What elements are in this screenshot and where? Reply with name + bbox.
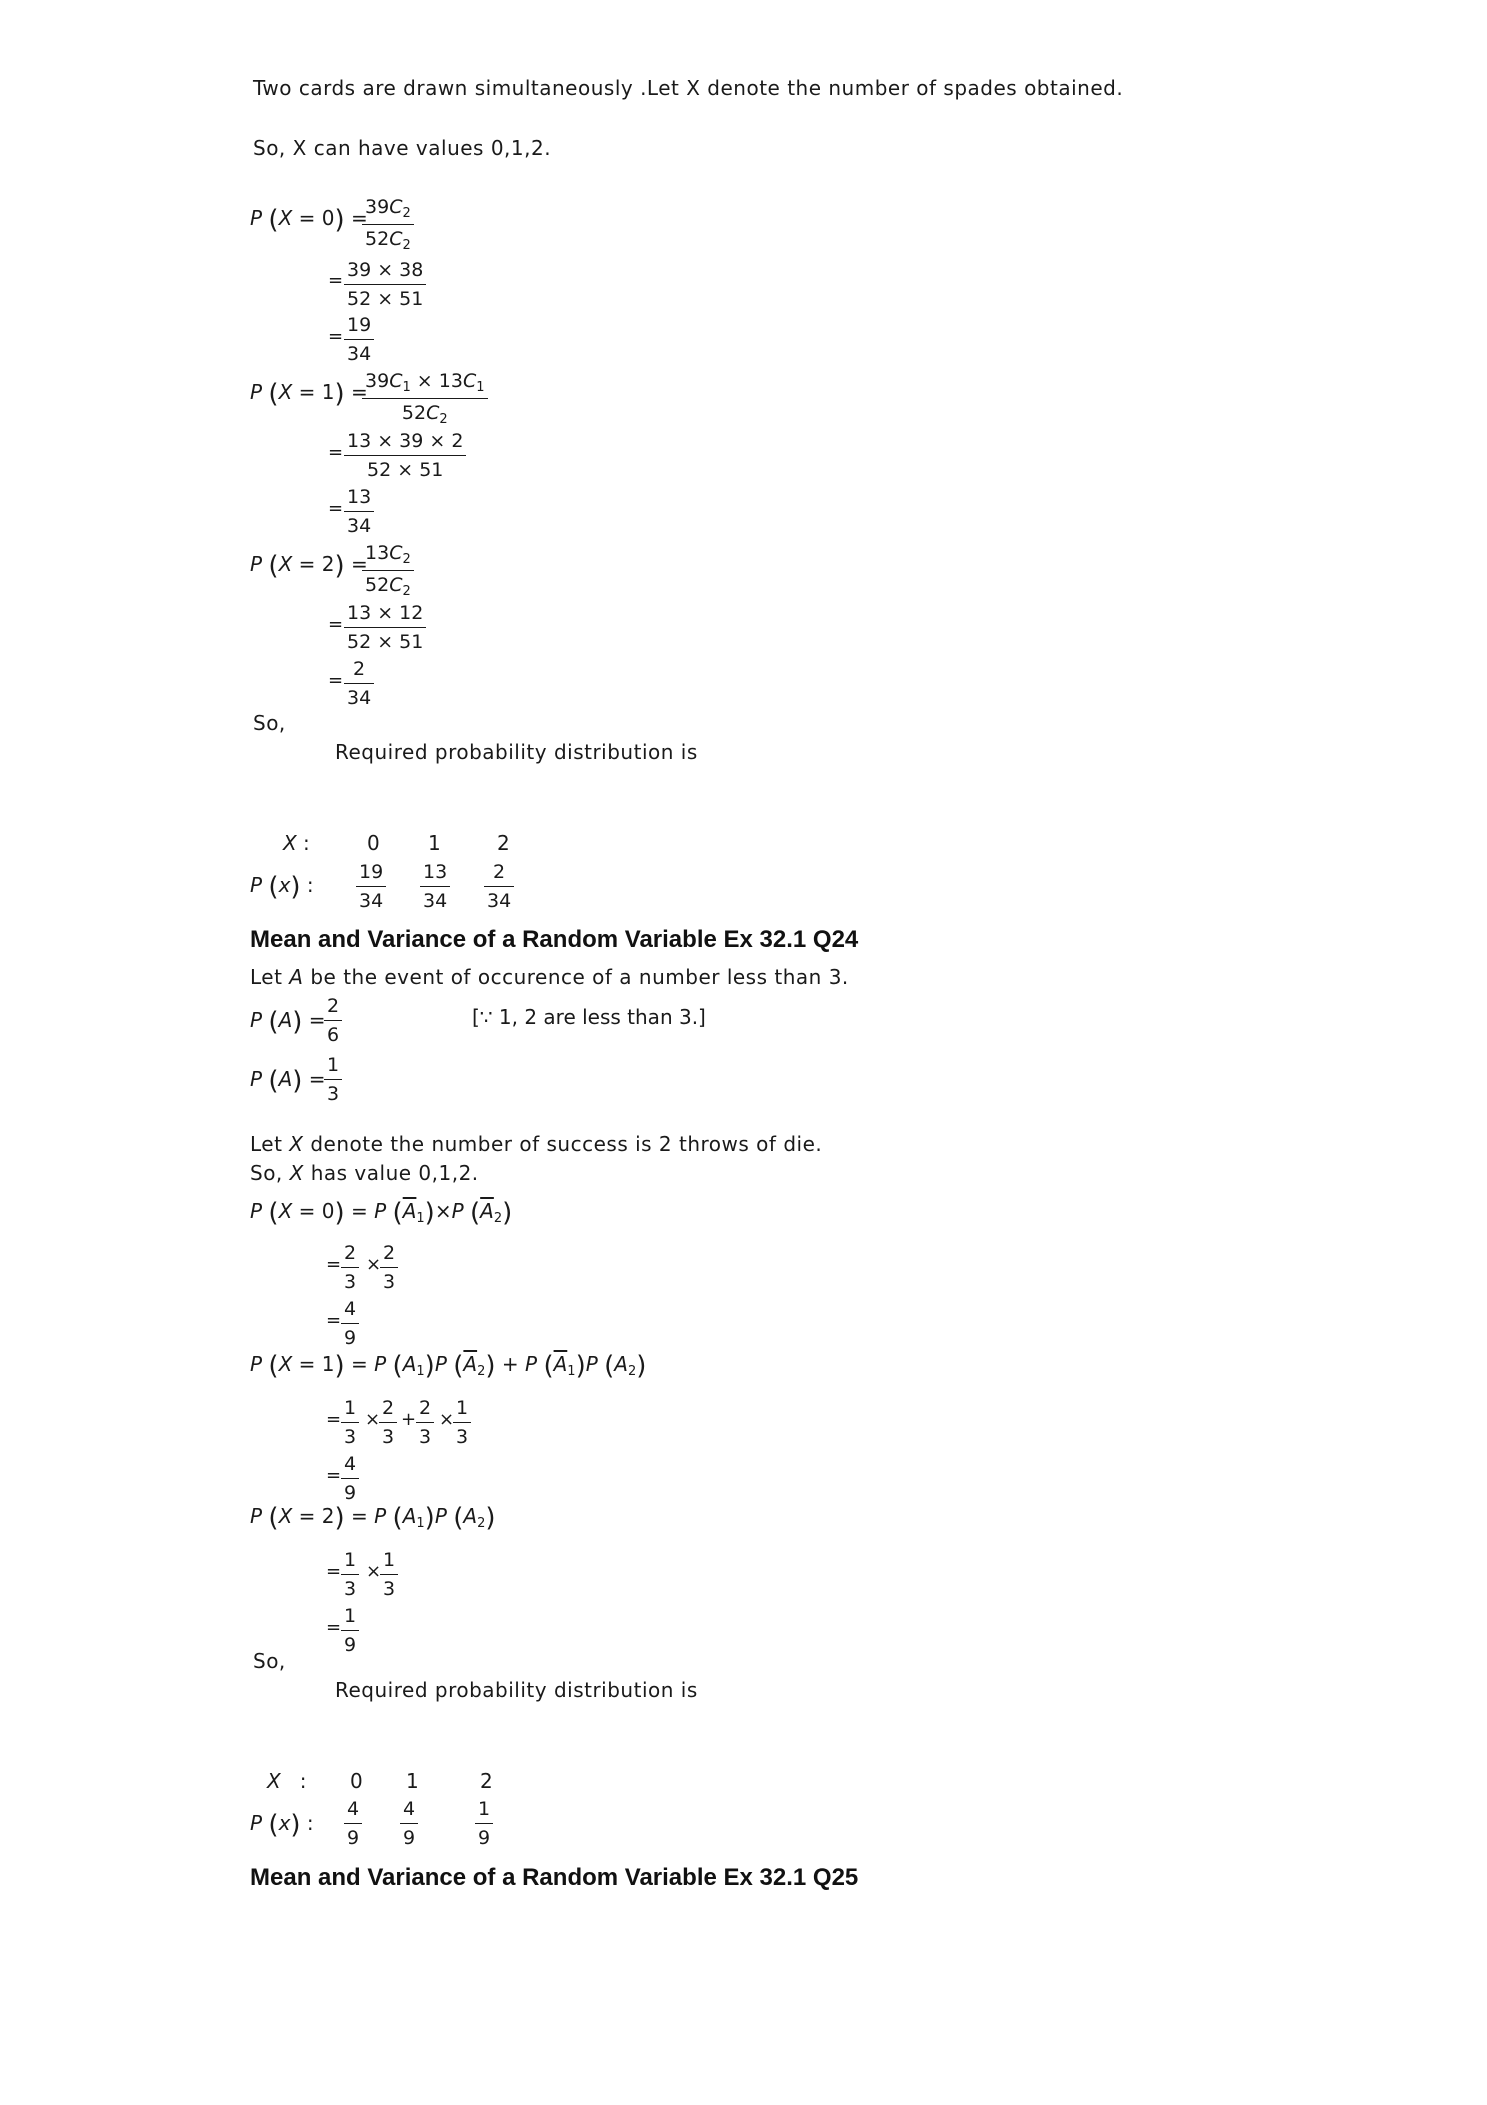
q23-p0-frac3	[344, 316, 374, 364]
equals-sign: =	[328, 670, 344, 691]
q23-table-x-0: 0	[367, 831, 380, 855]
q23-p2-f3n: 2	[344, 660, 374, 684]
q24-pa1-note: [∵ 1, 2 are less than 3.]	[472, 1005, 706, 1029]
q24-pa1-frac: $\frac{2}{6}$	[324, 997, 342, 1045]
times-sign: ×	[366, 1254, 382, 1275]
q23-p1-f1n: $39C_1 \times 13C_1$	[362, 372, 488, 399]
q24-intro: Let A be the event of occurence of a number less than 3.	[250, 965, 849, 989]
q23-p2-f1n: $13C_2$	[362, 544, 414, 571]
frac-one-third: $\frac{1}{3}$	[380, 1551, 398, 1599]
q25-heading: Mean and Variance of a Random Variable Ex 32.1 Q25	[250, 1864, 859, 1891]
q24-table-px-1: $\frac{4}{9}$	[400, 1800, 418, 1848]
q23-p0-f1d: $52C_2$	[365, 228, 411, 253]
q23-table-x-2: 2	[497, 831, 510, 855]
q23-p2-f2d: 52 × 51	[347, 631, 424, 653]
q23-p0-f2d: 52 × 51	[347, 288, 424, 310]
frac-one-third: $\frac{1}{3}$	[453, 1399, 471, 1447]
q24-p0-lhs: P (X = 0) = P $(\overline{A}_1)\times P$ $(\overline{A}_2)$	[250, 1198, 513, 1228]
q23-p2-f1d: $52C_2$	[365, 574, 411, 599]
equals-sign: =	[326, 1409, 342, 1430]
q24-table-x-0: 0	[350, 1769, 363, 1793]
frac-one-third: $\frac{1}{3}$	[341, 1551, 359, 1599]
equals-sign: =	[328, 442, 344, 463]
q23-table-px-label: P (x) :	[250, 872, 314, 902]
equals-sign: =	[326, 1254, 342, 1275]
q23-p2-frac1	[362, 544, 414, 598]
q24-pa2-lhs: P (A) =	[250, 1066, 326, 1096]
q24-p1-lhs: P (X = 1) = P $(A_1)P$ $(\overline{A}_2) + P$ $(\overline{A}_1)P$ $(A_2)$	[250, 1351, 647, 1381]
q24-table-x-label: X :	[267, 1769, 307, 1793]
q23-table-px-0: $\frac{19}{34}$	[356, 863, 386, 911]
q23-p2-f3d: 34	[347, 687, 372, 709]
times-sign: ×	[439, 1409, 455, 1430]
q23-required: Required probability distribution is	[335, 740, 698, 764]
q23-p0-f2n: 39 × 38	[344, 261, 426, 285]
times-sign: ×	[365, 1409, 381, 1430]
q23-table-px-2: $\frac{2}{34}$	[484, 863, 514, 911]
q24-p1-result: $\frac{4}{9}$	[341, 1455, 359, 1503]
equals-sign: =	[328, 614, 344, 635]
frac-two-thirds: $\frac{2}{3}$	[380, 1244, 398, 1292]
times-sign: ×	[366, 1561, 382, 1582]
q24-table-x-1: 1	[406, 1769, 419, 1793]
q24-pa1-lhs: P (A) =	[250, 1007, 326, 1037]
equals-sign: =	[326, 1561, 342, 1582]
q24-table-px-0: $\frac{4}{9}$	[344, 1800, 362, 1848]
q24-table-px-label: P (x) :	[250, 1810, 314, 1840]
q23-p0-f3n: 19	[344, 316, 374, 340]
q24-table-x-2: 2	[480, 1769, 493, 1793]
frac-two-thirds: $\frac{2}{3}$	[416, 1399, 434, 1447]
q23-so: So,	[253, 711, 286, 735]
q24-required: Required probability distribution is	[335, 1678, 698, 1702]
q24-p0-result: $\frac{4}{9}$	[341, 1300, 359, 1348]
q23-p1-frac2	[344, 432, 466, 480]
q23-p2-f2n: 13 × 12	[344, 604, 426, 628]
equals-sign: =	[328, 498, 344, 519]
q24-table-px-2: $\frac{1}{9}$	[475, 1800, 493, 1848]
equals-sign: =	[326, 1310, 342, 1331]
q23-p0-f1n: $39C_2$	[362, 198, 414, 225]
q23-table-px-1: $\frac{13}{34}$	[420, 863, 450, 911]
q23-table-x-1: 1	[428, 831, 441, 855]
q23-p2-frac2	[344, 604, 426, 652]
q24-heading: Mean and Variance of a Random Variable Ex 32.1 Q24	[250, 926, 859, 953]
q23-p1-frac3	[344, 488, 374, 536]
q23-p1-f3n: 13	[344, 488, 374, 512]
q24-pa2-frac: $\frac{1}{3}$	[324, 1056, 342, 1104]
q23-p1-lhs: P (X = 1) =	[250, 379, 368, 409]
q24-so: So,	[253, 1649, 286, 1673]
q23-p2-frac3	[344, 660, 374, 708]
frac-two-thirds: $\frac{2}{3}$	[341, 1244, 359, 1292]
q23-p1-frac1	[362, 372, 488, 426]
q23-table-x-label: X :	[283, 831, 310, 855]
q23-p1-f2n: 13 × 39 × 2	[344, 432, 466, 456]
equals-sign: =	[326, 1465, 342, 1486]
q23-p1-f3d: 34	[347, 515, 372, 537]
equals-sign: =	[328, 270, 344, 291]
equals-sign: =	[326, 1617, 342, 1638]
q23-p0-frac1	[362, 198, 414, 252]
q23-values: So, X can have values 0,1,2.	[253, 136, 552, 160]
q24-values: So, X has value 0,1,2.	[250, 1161, 479, 1185]
q24-p2-result: $\frac{1}{9}$	[341, 1607, 359, 1655]
frac-two-thirds: $\frac{2}{3}$	[379, 1399, 397, 1447]
q23-p0-frac2	[344, 261, 426, 309]
q23-p2-lhs: P (X = 2) =	[250, 551, 368, 581]
q23-p0-f3d: 34	[347, 343, 372, 365]
q24-p2-lhs: P (X = 2) = P $(A_1)P$ $(A_2)$	[250, 1503, 496, 1533]
frac-one-third: $\frac{1}{3}$	[341, 1399, 359, 1447]
equals-sign: =	[328, 326, 344, 347]
plus-sign: +	[401, 1409, 417, 1430]
q23-p1-f1d: $52C_2$	[401, 402, 448, 427]
q23-p0-lhs: P (X = 0) =	[250, 205, 368, 235]
q23-intro: Two cards are drawn simultaneously .Let X denote the number of spades obtained.	[253, 76, 1124, 100]
q24-let: Let X denote the number of success is 2 throws of die.	[250, 1132, 823, 1156]
q23-p1-f2d: 52 × 51	[367, 459, 444, 481]
